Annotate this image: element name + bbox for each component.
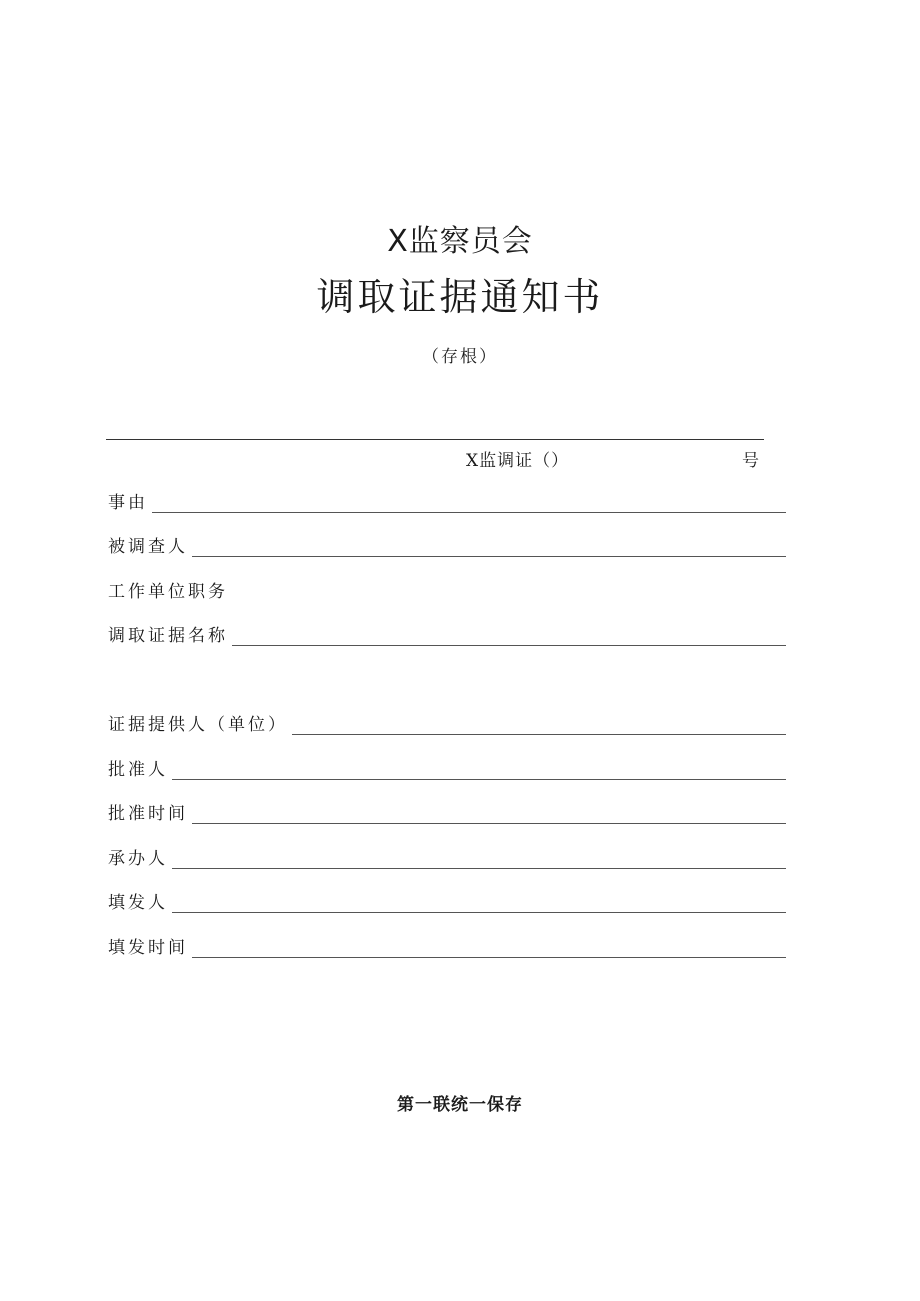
field-blank-line[interactable]: [232, 625, 786, 646]
field-label: 工作单位职务: [108, 582, 228, 602]
doc-number-suffix: 号: [742, 451, 759, 471]
field-label: 填发人: [108, 893, 168, 913]
field-blank-line[interactable]: [172, 892, 786, 913]
header-rule: [106, 439, 764, 440]
field-blank-line[interactable]: [192, 536, 786, 557]
field-blank-line[interactable]: [192, 803, 786, 824]
field-label: 被调查人: [108, 537, 188, 557]
field-blank-line[interactable]: [152, 492, 786, 513]
field-handler: [108, 845, 786, 869]
field-blank-line[interactable]: [172, 759, 786, 780]
field-issue-time: [108, 934, 786, 958]
field-approver: [108, 756, 786, 780]
field-blank-line[interactable]: [172, 848, 786, 869]
field-blank-line[interactable]: [192, 937, 786, 958]
field-work-unit-position: [108, 578, 786, 602]
field-approval-time: [108, 800, 786, 824]
field-label: 批准时间: [108, 804, 188, 824]
field-label: 事由: [108, 493, 148, 513]
field-issuer: [108, 889, 786, 913]
field-reason: [108, 489, 786, 513]
field-label: 承办人: [108, 849, 168, 869]
field-investigated-person: [108, 533, 786, 557]
document-subtitle: （存根）: [422, 347, 498, 367]
field-evidence-name: [108, 622, 786, 646]
field-label: 调取证据名称: [108, 626, 228, 646]
field-label: 证据提供人（单位）: [108, 715, 288, 735]
field-evidence-provider: [108, 711, 786, 735]
doc-number-prefix: X监调证（）: [466, 451, 570, 471]
field-label: 填发时间: [108, 938, 188, 958]
field-blank-line[interactable]: [292, 714, 786, 735]
copy-footer-note: 第一联统一保存: [397, 1095, 523, 1115]
document-title: 调取证据通知书: [316, 275, 604, 319]
organization-name: X监察员会: [387, 224, 533, 259]
field-label: 批准人: [108, 760, 168, 780]
